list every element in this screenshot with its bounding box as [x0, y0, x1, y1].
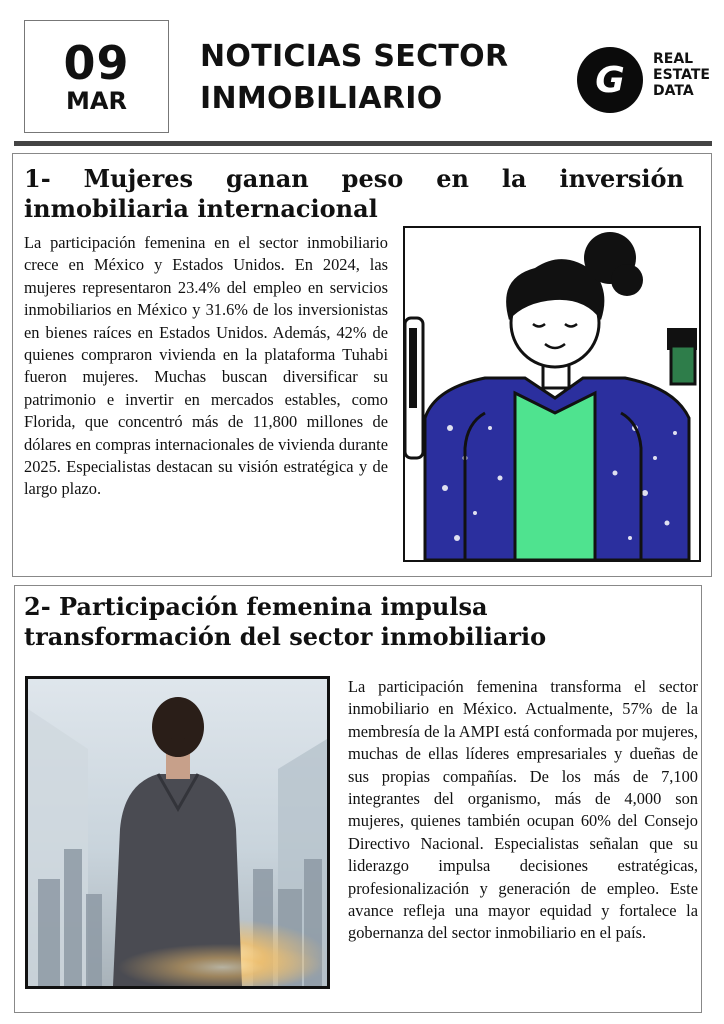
date-day: 09: [63, 35, 130, 90]
page-title-line-1: NOTICIAS SECTOR: [200, 39, 509, 74]
article-1-title: 1- Mujeres ganan peso en la inversión inmobiliaria internacional: [24, 164, 684, 223]
brand-name: [653, 51, 710, 99]
brand-mark-icon: [577, 47, 643, 113]
article-1: [12, 153, 712, 577]
woman-illustration: [403, 226, 701, 562]
businesswoman-photo: [25, 676, 330, 989]
article-2-body: La participación femenina transforma el sector inmobiliario en México. Actualmente, 57% de la membresía de la AMPI está conformada por mujeres, muchas de ellas líderes empresariales y dueñas de sus propias compañías. De los más de 7,100 integrantes del organismo, más de 4,000 son mujeres, quienes también ocupan 60% del Consejo Directivo Nacional. Especialistas señalan que su liderazgo impulsa decisiones estratégicas, profesionalización y generación de empleo. Este avance refleja una mayor equidad y fortalece la gobernanza del sector inmobiliario en el país.: [348, 677, 698, 943]
article-2-title: 2- Participación femenina impulsa transformación del sector inmobiliario: [24, 592, 547, 651]
page-title: [200, 36, 550, 120]
brand-letter: G: [595, 60, 625, 101]
brand-line-3: DATA: [653, 83, 694, 99]
brand-logo: [577, 45, 710, 115]
page-title-line-2: INMOBILIARIO: [200, 81, 443, 116]
brand-line-2: ESTATE: [653, 67, 710, 83]
article-2: [14, 585, 702, 1013]
brand-line-1: REAL: [653, 51, 694, 67]
date-month: MAR: [66, 86, 127, 115]
article-1-body: La participación femenina en el sector inmobiliario crece en México y Estados Unidos. En 2024, las mujeres representaron 23.4% del empleo en servicios inmobiliarios en México y 31.6% de los inversionistas en bienes raíces en Estados Unidos. Además, 42% de quienes compraron vivienda en la plataforma Tuhabi fueron mujeres. Muchas buscan diversificar su patrimonio e invertir en mercados estables, como Florida, que concentró más de 11,800 millones de dólares en compras internacionales de vivienda durante 2025. Especialistas destacan su visión estratégica y de largo plazo.: [24, 233, 388, 499]
date-box: [24, 20, 169, 133]
header-divider: [14, 141, 712, 146]
